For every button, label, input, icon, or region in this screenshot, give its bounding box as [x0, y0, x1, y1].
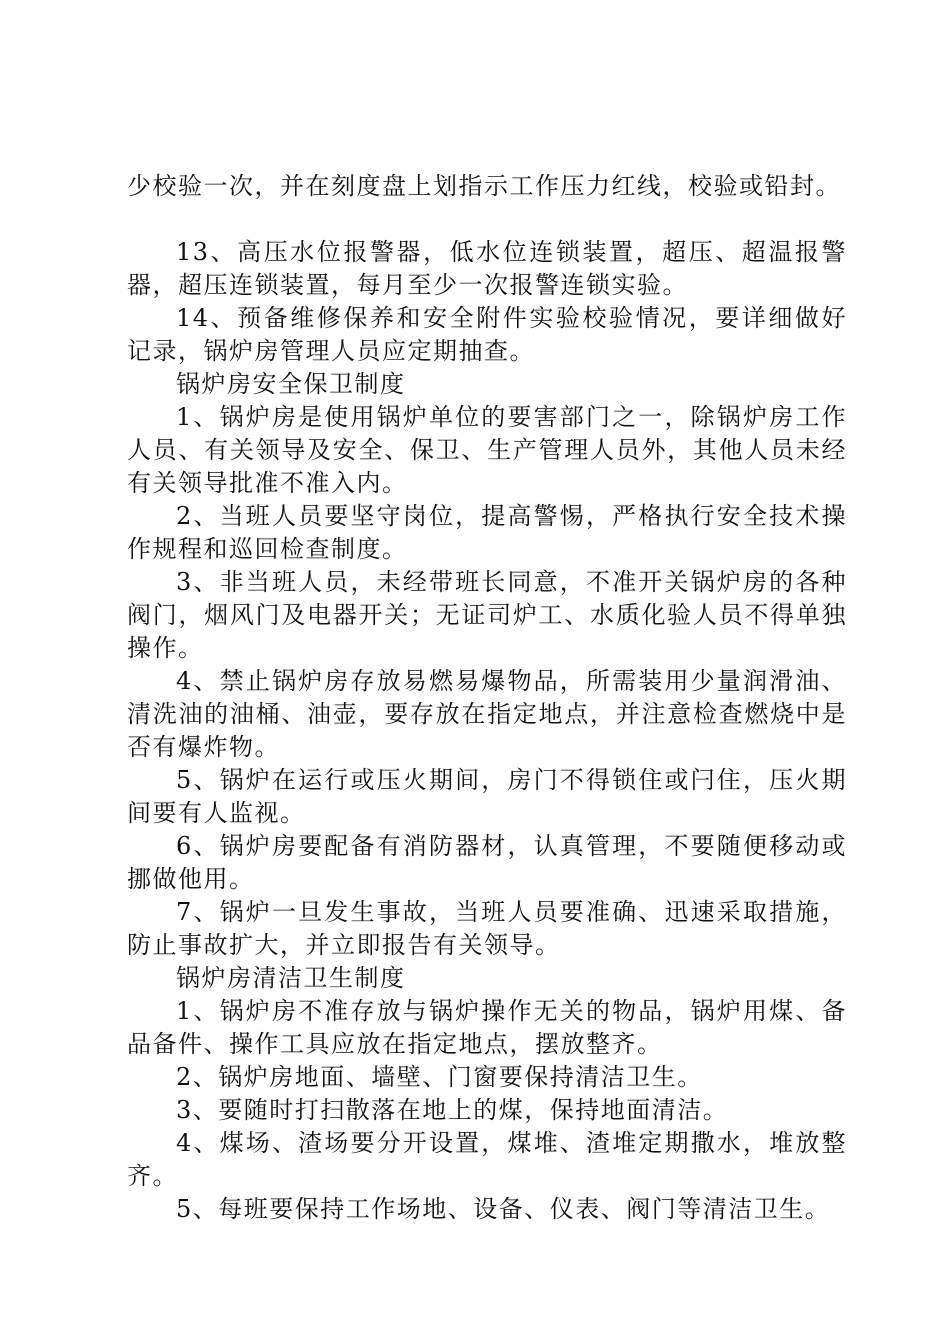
paragraph-security-6: 6、锅炉房要配备有消防器材，认真管理，不要随便移动或挪做他用。: [127, 832, 847, 893]
paragraph-item-13: 13、高压水位报警器，低水位连锁装置，超压、超温报警器，超压连锁装置，每月至少一次报警连锁实验。: [127, 238, 847, 299]
paragraph-cleaning-5: 5、每班要保持工作场地、设备、仪表、阀门等清洁卫生。: [176, 1195, 831, 1223]
paragraph-cleaning-3: 3、要随时打扫散落在地上的煤，保持地面清洁。: [176, 1096, 729, 1124]
paragraph-item-14: 14、预备维修保养和安全附件实验校验情况，要详细做好记录，锅炉房管理人员应定期抽查。: [127, 304, 847, 365]
section-heading-cleaning: 锅炉房清洁卫生制度: [176, 964, 406, 992]
paragraph-security-5: 5、锅炉在运行或压火期间，房门不得锁住或闩住，压火期间要有人监视。: [127, 766, 847, 827]
paragraph-security-4: 4、禁止锅炉房存放易燃易爆物品，所需装用少量润滑油、清洗油的油桶、油壶，要存放在指定地点，并注意检查燃烧中是否有爆炸物。: [127, 667, 847, 761]
paragraph-security-1: 1、锅炉房是使用锅炉单位的要害部门之一，除锅炉房工作人员、有关领导及安全、保卫、生产管理人员外，其他人员未经有关领导批准不准入内。: [127, 403, 847, 497]
paragraph-security-7: 7、锅炉一旦发生事故，当班人员要准确、迅速采取措施，防止事故扩大，并立即报告有关领导。: [127, 898, 847, 959]
paragraph-security-2: 2、当班人员要坚守岗位，提高警惕，严格执行安全技术操作规程和巡回检查制度。: [127, 502, 847, 563]
paragraph-cleaning-2: 2、锅炉房地面、墙壁、门窗要保持清洁卫生。: [176, 1063, 703, 1091]
paragraph-cleaning-4: 4、煤场、渣场要分开设置，煤堆、渣堆定期撒水，堆放整齐。: [127, 1129, 847, 1190]
document-body: [127, 170, 847, 1226]
section-heading-security: 锅炉房安全保卫制度: [176, 370, 406, 398]
paragraph-cleaning-1: 1、锅炉房不准存放与锅炉操作无关的物品，锅炉用煤、备品备件、操作工具应放在指定地点，摆放整齐。: [127, 997, 847, 1058]
paragraph-security-3: 3、非当班人员，未经带班长同意，不准开关锅炉房的各种阀门，烟风门及电器开关；无证司炉工、水质化验人员不得单独操作。: [127, 568, 847, 662]
paragraph-continuation: 少校验一次，并在刻度盘上划指示工作压力红线，校验或铅封。: [127, 172, 841, 200]
